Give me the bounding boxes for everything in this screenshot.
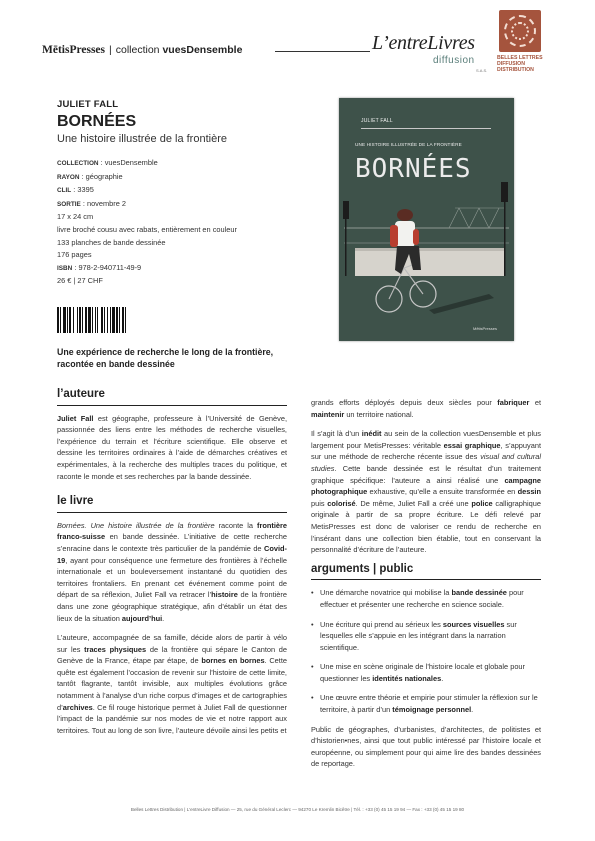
list-item: • Une écriture qui prend au sérieux les sources visuelles sur lesquelles elle s’appuie en les intégrant dans la narration scientifique. <box>311 619 541 654</box>
spec-row: COLLECTION : vuesDensemble <box>57 158 158 167</box>
spec-row: CLIL : 3395 <box>57 185 94 195</box>
section-title-livre: le livre <box>57 496 287 513</box>
list-item: • Une mise en scène originale de l’histoire locale et globale pour questionner les identités nationales. <box>311 661 541 684</box>
cover-title: BORNÉES <box>355 154 472 184</box>
barcode-icon <box>57 307 149 333</box>
public-paragraph: Public de géographes, d’urbanistes, d’architectes, de politistes et d’historien•nes, ainsi que tout public intéressé par l’histoire locale et européenne, ou simplement pour qui aime lire des bandes dessinées de reportage. <box>311 724 541 769</box>
cover-divider <box>361 128 491 129</box>
spec-row: 17 x 24 cm <box>57 212 94 222</box>
diffusion-label: diffusion <box>433 55 475 66</box>
livre-paragraph-4: Il s’agit là d’un inédit au sein de la collection vuesDensemble et plus largement pour MetisPresses: véritable essai graphique, s’appuyant sur une méthode de recherche récente issue des visual and cultural studies. Cette bande dessinée est le résultat d’un traitement graphique spécifique: l’auteure a ainsi réalisé une campagne photographique exhaustive, qu’elle a ensuite transformée en dessin puis colorisé. De même, Juliet Fall a créé une police calligraphique originale à partir de sa propre écriture. Le défi relevé par MetisPresses est donc de valoriser ce rendu de recherche en l’insérant dans une collection bien établie, tout en conservant la personnalité d’écriture de l’auteure. <box>311 429 541 555</box>
spec-row: 176 pages <box>57 250 92 260</box>
livre-paragraph-1: Bornées. Une histoire illustrée de la frontière raconte la frontière franco-suisse en bande dessinée. L’initiative de cette recherche s’enracine dans le contexte très particulier de la pandémie de Covid-19, ayant pour conséquence une fermeture des frontières à l’échelle internationale et un bouleversement instantané du quotidien des territoires frontaliers. En prenant cet événement comme point de départ de sa réflexion, Juliet Fall va retracer l’histoire de la frontière dans une zone géographique stratégique, afin d’établir un état des lieux de la situation aujourd’hui. <box>57 520 287 623</box>
header-divider <box>275 51 370 52</box>
metispresses-logo: MētisPresses <box>42 44 106 56</box>
publisher-line <box>42 44 242 56</box>
spec-row: 133 planches de bande dessinée <box>57 237 166 247</box>
spec-row: SORTIE : novembre 2 <box>57 198 126 208</box>
belles-lettres-text: BELLES LETTRES DIFFUSION DISTRIBUTION <box>497 55 543 74</box>
book-subtitle: Une histoire illustrée de la frontière <box>57 133 227 145</box>
right-column <box>311 397 541 778</box>
book-specs <box>57 157 237 288</box>
spec-row: ISBN : 978-2-940711-49-9 <box>57 262 142 272</box>
belles-lettres-logo-icon <box>499 10 541 52</box>
book-author: JULIET FALL <box>57 99 119 110</box>
sas-label: S.A.S. <box>476 68 488 73</box>
list-item: • Une démarche novatrice qui mobilise la bande dessinée pour effectuer et présenter une recherche en science sociale. <box>311 587 541 610</box>
collection-name: vuesDensemble <box>162 44 243 56</box>
spec-row: 26 € | 27 CHF <box>57 276 103 286</box>
book-title: BORNÉES <box>57 113 137 130</box>
book-cover <box>339 98 514 341</box>
section-title-arguments: arguments | public <box>311 564 541 581</box>
book-tagline: Une expérience de recherche le long de la frontière, racontée en bande dessinée <box>57 347 274 369</box>
section-title-auteure: l’auteure <box>57 389 287 406</box>
arguments-list <box>311 587 541 715</box>
auteure-paragraph: Juliet Fall est géographe, professeure à l’Université de Genève, passionnée des liens entre les méthodes de recherche visuelles, l’expérience du terrain et l’écriture scientifique. Elle observe et dessine les territoires ordinaires à l’aide de démarches créatives et expérimentales, à la recherche des multiples traces du politique, et raconte le monde et ses recherches par la bande dessinée. <box>57 413 287 481</box>
entrelivres-logo: L’entreLivres <box>372 32 475 54</box>
cover-author: JULIET FALL <box>361 118 393 124</box>
collection-label: collection vuesDensemble <box>115 44 243 56</box>
list-item: • Une œuvre entre théorie et empirie pour stimuler la réflexion sur le territoire, à partir d’un témoignage personnel. <box>311 692 541 715</box>
left-column <box>57 389 287 744</box>
livre-paragraph-2: L’auteure, accompagnée de sa famille, décide alors de partir à vélo sur les traces physiques de la frontière qui sépare le Canton de Genève de la France, étape par étape, de bornes en bornes. Cette quête est également l’occasion de revenir sur l’histoire de cette limite, tantôt flagrante, tantôt invisible, aux multiples évolutions grâce notamment à l’analyse d’un riche corpus d’images et de cartographies d’archives. Ce fil rouge historique permet à Juliet Fall de questionner l’impact de la pandémie sur nos modes de vie et notre rapport aux territoires. Tout au long de son livre, l’auteure dévoile ainsi les petits et <box>57 633 288 735</box>
cover-subtitle: UNE HISTOIRE ILLUSTRÉE DE LA FRONTIÈRE <box>355 142 462 147</box>
spec-row: livre broché cousu avec rabats, entièrement en couleur <box>57 224 237 234</box>
footer: Belles Lettres Distribution | L’entreLivre Diffusion — 25, rue du Général Leclerc — 94270 Le Kremlin Bicêtre | Tél. : +33 (0) 45 15 19 94 — Fax : +33 (0) 45 15 19 80 <box>130 807 465 812</box>
header-separator: | <box>109 44 112 56</box>
cover-publisher: MētisPresses <box>473 326 498 331</box>
livre-paragraph-3: grands efforts déployés depuis deux siècles pour fabriquer et maintenir un territoire national. <box>311 398 541 419</box>
spec-row: RAYON : géographie <box>57 171 123 181</box>
cover-illustration <box>339 98 514 341</box>
